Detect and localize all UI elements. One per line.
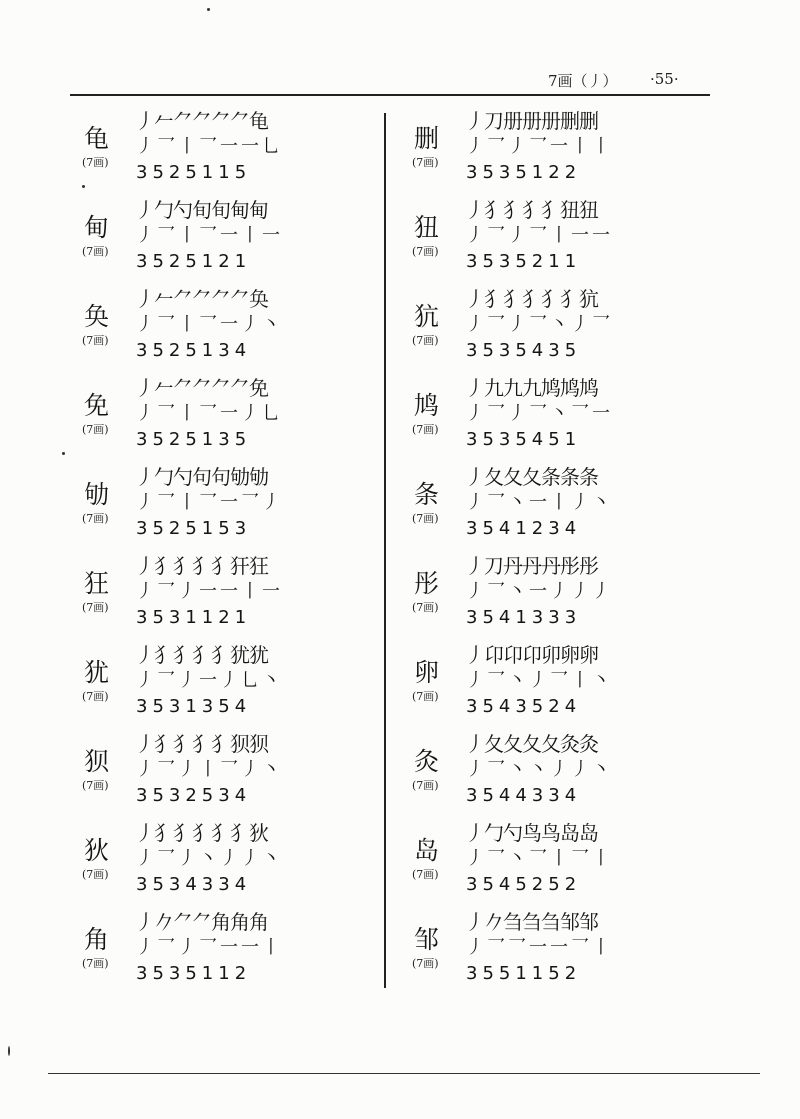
stroke-sequence: 丿乛丨乛一乛丿 — [136, 492, 283, 513]
stroke-count-label: (7画) — [82, 779, 109, 792]
stroke-sequence: 丿乛丿乛一一丨 — [136, 937, 283, 958]
character-entry — [408, 550, 718, 639]
entry-character: 龟 — [84, 124, 110, 153]
stroke-code: 3525153 — [136, 518, 252, 539]
entry-character: 删 — [414, 124, 440, 153]
section-heading: 7画（丿） — [548, 72, 618, 90]
character-entry — [408, 728, 718, 817]
stroke-sequence: 丿乛丿一丿乚丶 — [136, 670, 283, 691]
stroke-progression: 丿刀丹丹丹彤彤 — [465, 554, 598, 578]
stroke-count-label: (7画) — [82, 423, 109, 436]
stroke-count-label: (7画) — [412, 156, 439, 169]
stroke-code: 3535122 — [466, 162, 582, 183]
page-number: ·55· — [650, 70, 679, 88]
stroke-progression: 丿刀册册册删删 — [465, 109, 598, 133]
stroke-code: 3541234 — [466, 518, 582, 539]
stroke-code: 3534334 — [136, 874, 252, 895]
stroke-sequence: 丿乛丿乛丨一一 — [466, 225, 613, 246]
character-entry — [78, 194, 388, 283]
stroke-count-label: (7画) — [82, 868, 109, 881]
character-entry — [408, 105, 718, 194]
scan-speck — [62, 452, 65, 455]
stroke-progression: 丿夂夂夂条条条 — [465, 465, 598, 489]
character-entry — [408, 639, 718, 728]
stroke-progression: 丿犭犭犭犭狃狃 — [465, 198, 598, 222]
scan-speck — [8, 1046, 10, 1056]
character-entry — [408, 283, 718, 372]
stroke-progression: 丿犭犭犭犭犭狄 — [135, 821, 268, 845]
stroke-code: 3535211 — [466, 251, 582, 272]
entry-character: 狈 — [84, 747, 110, 776]
character-entry — [408, 372, 718, 461]
entry-character: 犺 — [414, 302, 440, 331]
stroke-sequence: 丿乛丿丨乛丿丶 — [136, 759, 283, 780]
stroke-count-label: (7画) — [412, 690, 439, 703]
character-entry — [78, 105, 388, 194]
entry-character: 甸 — [84, 213, 110, 242]
stroke-progression: 丿勹勺句句劬劬 — [135, 465, 268, 489]
stroke-progression: 丿勹勺鸟鸟岛岛 — [465, 821, 598, 845]
character-entry — [408, 461, 718, 550]
entry-character: 条 — [414, 480, 440, 509]
stroke-count-label: (7画) — [82, 601, 109, 614]
stroke-code: 3535435 — [466, 340, 582, 361]
stroke-progression: 丿犭犭犭犭犹犹 — [135, 643, 268, 667]
stroke-progression: 丿九九九鸠鸠鸠 — [465, 376, 598, 400]
character-entry — [78, 906, 388, 995]
entry-character: 岛 — [414, 836, 440, 865]
header-rule — [70, 94, 710, 96]
stroke-progression: 丿勹勺旬旬甸甸 — [135, 198, 268, 222]
stroke-sequence: 丿乛丨乛一丨一 — [136, 225, 283, 246]
stroke-progression: 丿𠂉⺈⺈⺈⺈龟 — [135, 109, 268, 133]
entry-character: 免 — [84, 391, 110, 420]
entry-character: 角 — [84, 925, 110, 954]
stroke-progression: 丿𠂊刍刍刍邹邹 — [465, 910, 598, 934]
character-entry — [78, 639, 388, 728]
scan-speck — [207, 8, 210, 11]
stroke-progression: 丿犭犭犭犭犴狂 — [135, 554, 268, 578]
stroke-progression: 丿犭犭犭犭犭犺 — [465, 287, 598, 311]
stroke-progression: 丿𠂊⺈⺈角角角 — [135, 910, 268, 934]
stroke-code: 3525121 — [136, 251, 252, 272]
stroke-sequence: 丿乛丿乛一丨丨 — [466, 136, 613, 157]
stroke-count-label: (7画) — [412, 245, 439, 258]
entry-character: 彤 — [414, 569, 440, 598]
stroke-progression: 丿𠂉⺈⺈⺈⺈免 — [135, 376, 268, 400]
entry-character: 犹 — [84, 658, 110, 687]
stroke-code: 3531121 — [136, 607, 252, 628]
stroke-sequence: 丿乛乛一一乛丨 — [466, 937, 613, 958]
character-entry — [78, 372, 388, 461]
stroke-code: 3545252 — [466, 874, 582, 895]
stroke-count-label: (7画) — [412, 779, 439, 792]
entry-character: 狃 — [414, 213, 440, 242]
character-entry — [408, 906, 718, 995]
footer-rule — [48, 1073, 760, 1074]
stroke-sequence: 丿乛丨乛一丿丶 — [136, 314, 283, 335]
stroke-code: 3544334 — [466, 785, 582, 806]
character-entry — [408, 817, 718, 906]
character-entry — [78, 461, 388, 550]
stroke-code: 3535451 — [466, 429, 582, 450]
stroke-sequence: 丿乛丶丿乛丨丶 — [466, 670, 613, 691]
entry-character: 邹 — [414, 925, 440, 954]
stroke-count-label: (7画) — [412, 512, 439, 525]
stroke-sequence: 丿乛丨乛一丿乚 — [136, 403, 283, 424]
stroke-sequence: 丿乛丶一丨丿丶 — [466, 492, 613, 513]
stroke-count-label: (7画) — [82, 690, 109, 703]
entry-character: 鸠 — [414, 391, 440, 420]
entry-character: 灸 — [414, 747, 440, 776]
stroke-count-label: (7画) — [82, 512, 109, 525]
stroke-count-label: (7画) — [412, 423, 439, 436]
stroke-count-label: (7画) — [412, 601, 439, 614]
entry-character: 劬 — [84, 480, 110, 509]
character-entry — [78, 817, 388, 906]
stroke-progression: 丿犭犭犭犭狈狈 — [135, 732, 268, 756]
stroke-progression: 丿卬卬卬卯卵卵 — [465, 643, 598, 667]
stroke-code: 3531354 — [136, 696, 252, 717]
stroke-code: 3543524 — [466, 696, 582, 717]
stroke-sequence: 丿乛丿乛丶丿乛 — [466, 314, 613, 335]
stroke-code: 3532534 — [136, 785, 252, 806]
stroke-count-label: (7画) — [412, 334, 439, 347]
stroke-sequence: 丿乛丿丶丿丿丶 — [136, 848, 283, 869]
stroke-sequence: 丿乛丶一丿丿丿 — [466, 581, 613, 602]
right-column — [408, 105, 718, 995]
stroke-code: 3525135 — [136, 429, 252, 450]
stroke-count-label: (7画) — [82, 957, 109, 970]
character-entry — [78, 283, 388, 372]
stroke-progression: 丿夂夂夂夂灸灸 — [465, 732, 598, 756]
stroke-count-label: (7画) — [82, 245, 109, 258]
stroke-progression: 丿𠂉⺈⺈⺈⺈奂 — [135, 287, 268, 311]
stroke-code: 3541333 — [466, 607, 582, 628]
character-entry — [78, 550, 388, 639]
character-entry — [408, 194, 718, 283]
stroke-sequence: 丿乛丿一一丨一 — [136, 581, 283, 602]
entry-character: 狂 — [84, 569, 110, 598]
stroke-count-label: (7画) — [82, 156, 109, 169]
stroke-code: 3525115 — [136, 162, 252, 183]
entry-character: 狄 — [84, 836, 110, 865]
stroke-count-label: (7画) — [82, 334, 109, 347]
stroke-code: 3525134 — [136, 340, 252, 361]
left-column — [78, 105, 388, 995]
stroke-count-label: (7画) — [412, 868, 439, 881]
entry-character: 卵 — [414, 658, 440, 687]
stroke-sequence: 丿乛丿乛丶乛一 — [466, 403, 613, 424]
stroke-sequence: 丿乛丨乛一一乚 — [136, 136, 283, 157]
stroke-code: 3535112 — [136, 963, 252, 984]
stroke-sequence: 丿乛丶丶丿丿丶 — [466, 759, 613, 780]
stroke-count-label: (7画) — [412, 957, 439, 970]
character-entry — [78, 728, 388, 817]
stroke-code: 3551152 — [466, 963, 582, 984]
entry-character: 奂 — [84, 302, 110, 331]
stroke-sequence: 丿乛丶乛丨乛丨 — [466, 848, 613, 869]
